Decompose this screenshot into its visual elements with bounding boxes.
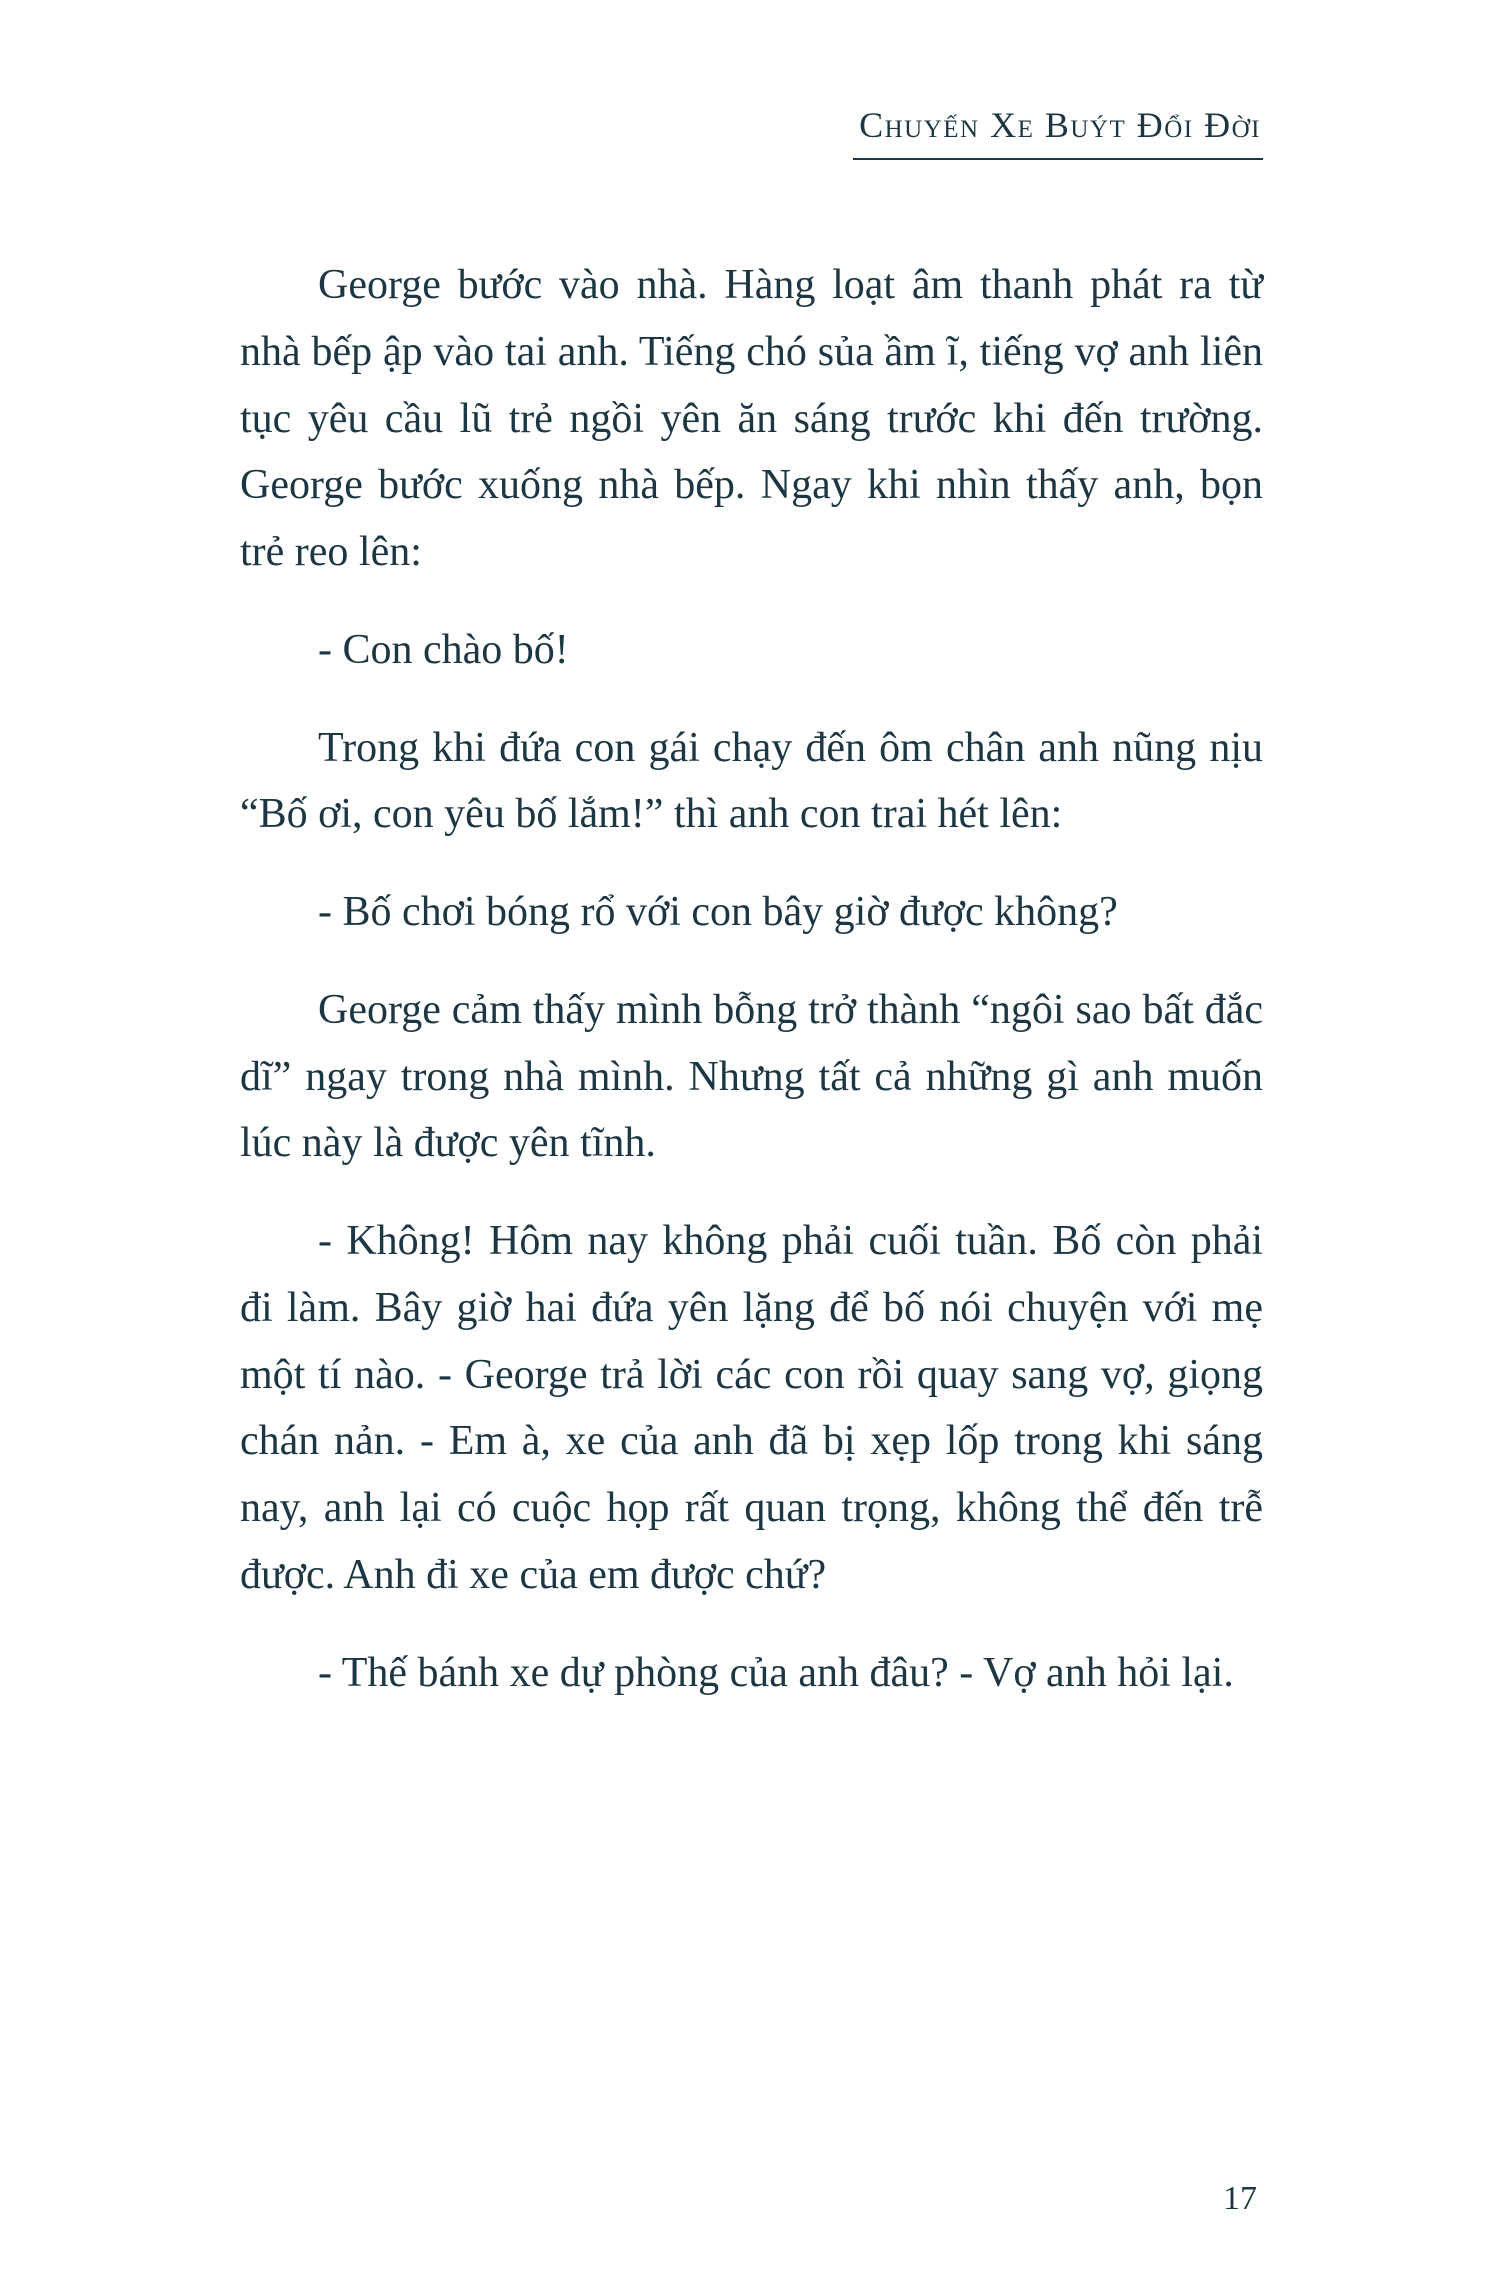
paragraph-4-dialogue: - Bố chơi bóng rổ với con bây giờ được không? [318,889,1118,936]
page-number: 17 [1223,2180,1257,2217]
page-body [240,252,1263,1707]
paragraph-5: George cảm thấy mình bỗng trở thành “ngôi sao bất đắc dĩ” ngay trong nhà mình. Nhưng tất cả những gì anh muốn lúc này là được yên tĩnh. [240,986,1263,1167]
paragraph-7-dialogue: - Thế bánh xe dự phòng của anh đâu? - Vợ anh hỏi lại. [318,1649,1234,1696]
page-header [240,104,1263,160]
paragraph-2-dialogue: - Con chào bố! [318,626,569,673]
paragraph-6-dialogue: - Không! Hôm nay không phải cuối tuần. Bố còn phải đi làm. Bây giờ hai đứa yên lặng để bố nói chuyện với mẹ một tí nào. - George trả lời các con rồi quay sang vợ, giọng chán nản. - Em à, xe của anh đã bị xẹp lốp trong khi sáng nay, anh lại có cuộc họp rất quan trọng, không thể đến trễ được. Anh đi xe của em được chứ? [240,1218,1263,1599]
paragraph-3: Trong khi đứa con gái chạy đến ôm chân anh nũng nịu “Bố ơi, con yêu bố lắm!” thì anh con trai hét lên: [240,724,1263,838]
running-head-title: Chuyến Xe Buýt Đổi Đời [853,104,1263,160]
paragraph-1: George bước vào nhà. Hàng loạt âm thanh phát ra từ nhà bếp ập vào tai anh. Tiếng chó sủa ầm ĩ, tiếng vợ anh liên tục yêu cầu lũ trẻ ngồi yên ăn sáng trước khi đến trường. George bước xuống nhà bếp. Ngay khi nhìn thấy anh, bọn trẻ reo lên: [240,262,1263,576]
